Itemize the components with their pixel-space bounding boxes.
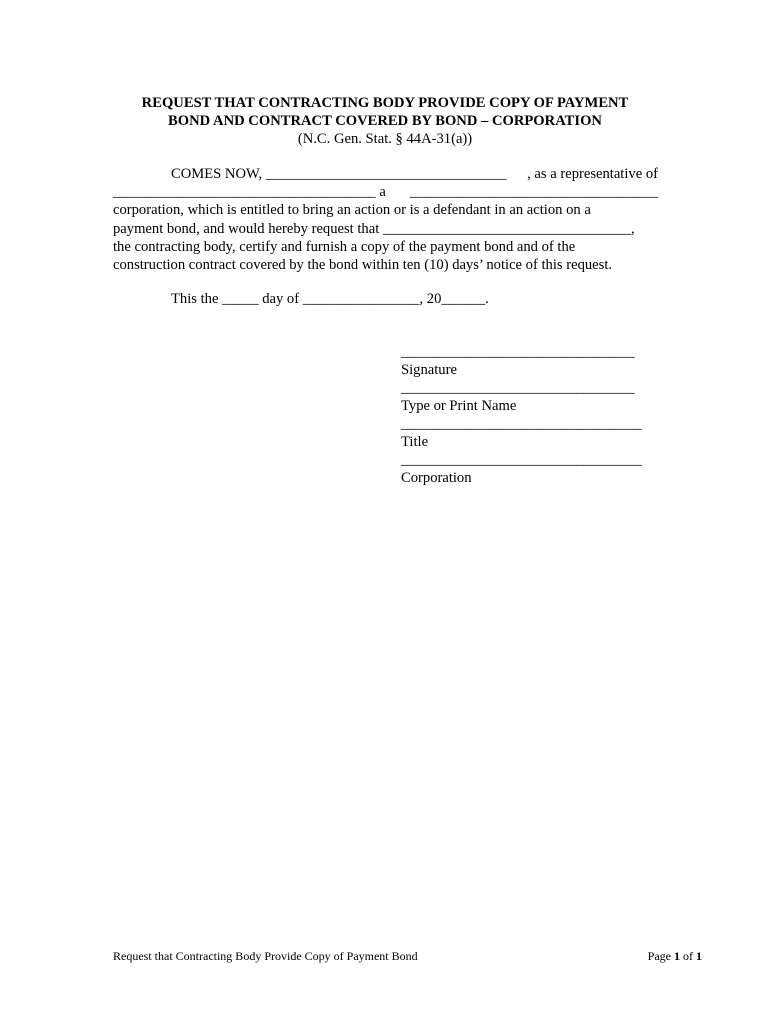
document-title-line-1: REQUEST THAT CONTRACTING BODY PROVIDE COPY OF PAYMENT xyxy=(141,95,629,111)
body-line-3: corporation, which is entitled to bring an action or is a defendant in an action on a xyxy=(113,202,591,219)
representative-blank: ____________________________________ a xyxy=(113,184,386,201)
print-name-field xyxy=(401,379,635,415)
title-blank: _________________________________ xyxy=(401,416,642,432)
comes-now-text: COMES NOW, _________________________________ xyxy=(171,166,507,182)
signature-field xyxy=(401,343,635,379)
request-body xyxy=(113,165,658,274)
body-line-6: construction contract covered by the bond within ten (10) days’ notice of this request. xyxy=(113,256,613,273)
page-total: 1 xyxy=(696,949,702,963)
body-line-1 xyxy=(113,165,658,183)
print-name-blank: ________________________________ xyxy=(401,380,635,396)
body-comma: , xyxy=(631,220,635,237)
footer-page-number xyxy=(648,948,702,964)
signature-blank: ________________________________ xyxy=(401,344,635,360)
body-line-4 xyxy=(113,220,658,238)
contracting-body-request-text: payment bond, and would hereby request that __________________________________ xyxy=(113,220,632,237)
page-current: 1 xyxy=(674,949,680,963)
footer-document-name: Request that Contracting Body Provide Copy of Payment Bond xyxy=(113,949,418,963)
corporation-label: Corporation xyxy=(401,470,472,486)
body-line-5: the contracting body, certify and furnish a copy of the payment bond and of the xyxy=(113,238,576,255)
signature-label: Signature xyxy=(401,362,457,378)
document-title-line-2: BOND AND CONTRACT COVERED BY BOND – CORPORATION xyxy=(168,113,602,129)
page-of: of xyxy=(680,949,696,963)
title-field xyxy=(401,415,642,451)
page-prefix: Page xyxy=(647,949,674,963)
statute-citation: (N.C. Gen. Stat. § 44A-31(a)) xyxy=(297,131,473,147)
body-line-2 xyxy=(113,183,658,201)
corporation-field xyxy=(401,451,642,487)
print-name-label: Type or Print Name xyxy=(401,398,517,414)
corporation-blank: _________________________________ xyxy=(401,452,642,468)
representative-text: , as a representative of xyxy=(527,166,658,182)
title-label: Title xyxy=(401,434,429,450)
date-line: This the _____ day of ________________, 20______. xyxy=(171,291,489,307)
corporation-type-blank: __________________________________ xyxy=(409,184,658,201)
